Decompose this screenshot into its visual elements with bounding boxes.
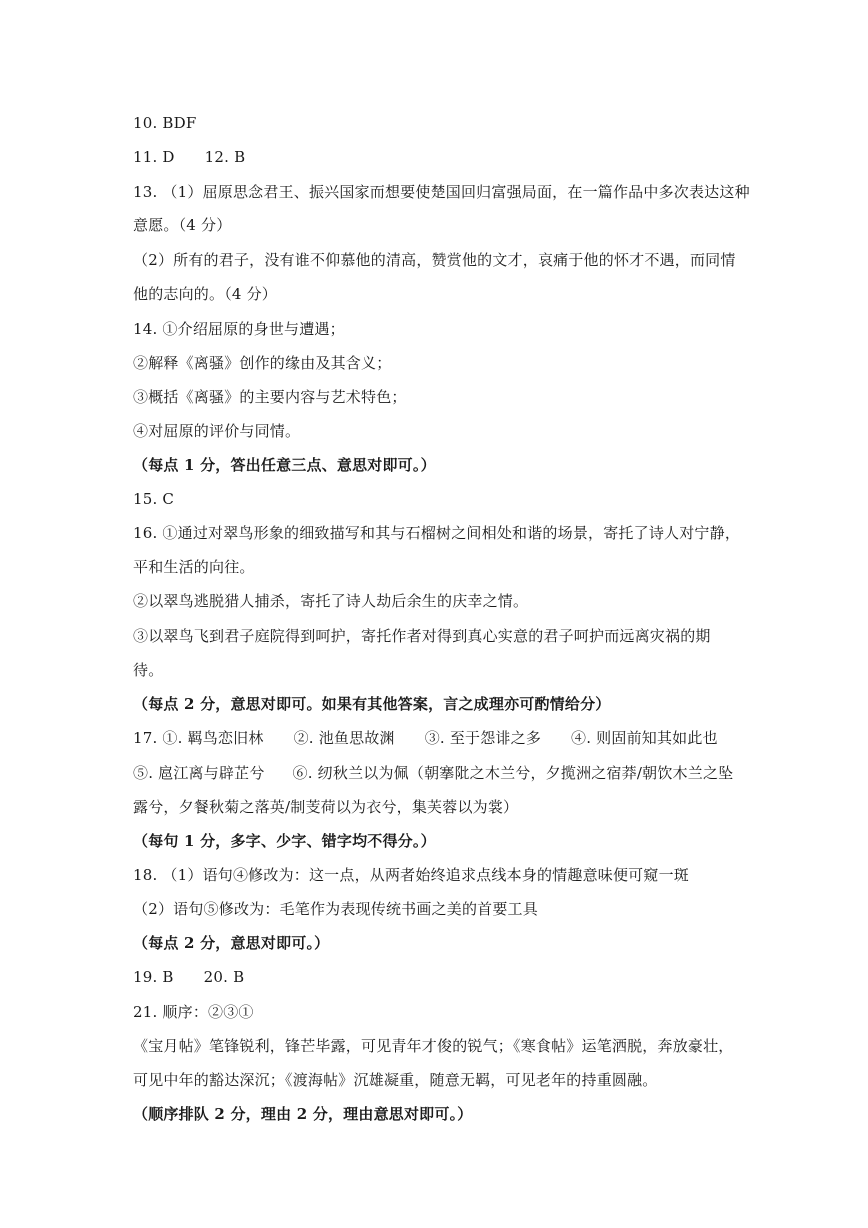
answer-text: 13. （1）屈原思念君王、振兴国家而想要使楚国回归富强局面，在一篇作品中多次表达这种 bbox=[133, 183, 750, 201]
answer-text: ②解释《离骚》创作的缘由及其含义； bbox=[133, 354, 392, 372]
answer-item: ③. 至于怨诽之多 bbox=[424, 729, 542, 747]
answer-q13-line2 bbox=[133, 215, 753, 235]
answer-text: 他的志向的。（4 分） bbox=[133, 285, 278, 303]
scoring-note-q17 bbox=[133, 831, 753, 851]
answer-text: 15. C bbox=[133, 490, 175, 508]
answer-q19-q20 bbox=[133, 967, 753, 987]
answer-text: 《宝月帖》笔锋锐利，锋芒毕露，可见青年才俊的锐气；《寒食帖》运笔洒脱，奔放豪壮， bbox=[133, 1037, 734, 1055]
answer-q13-line4 bbox=[133, 284, 753, 304]
answer-q14-line1 bbox=[133, 319, 753, 339]
answer-q21-line3 bbox=[133, 1070, 753, 1090]
answer-q21-line1 bbox=[133, 1002, 753, 1022]
answer-q14-line2 bbox=[133, 353, 753, 373]
answer-q18-line1 bbox=[133, 865, 753, 885]
answer-q13-line3 bbox=[133, 250, 753, 270]
answer-text: 18. （1）语句④修改为：这一点，从两者始终追求点线本身的情趣意味便可窥一斑 bbox=[133, 866, 689, 884]
answer-q16-line4 bbox=[133, 626, 753, 646]
answer-item: ⑥. 纫秋兰以为佩（朝搴阰之木兰兮，夕揽洲之宿莽/朝饮木兰之坠 bbox=[292, 764, 734, 782]
answer-q17-line2 bbox=[133, 763, 753, 783]
scoring-note-q14 bbox=[133, 455, 753, 475]
scoring-note-q16 bbox=[133, 694, 753, 714]
scoring-note-q21 bbox=[133, 1104, 753, 1124]
answer-text: （2）所有的君子，没有谁不仰慕他的清高，赞赏他的文才，哀痛于他的怀才不遇，而同情 bbox=[133, 251, 736, 269]
answer-q16-line3 bbox=[133, 591, 753, 611]
answer-text: ③以翠鸟飞到君子庭院得到呵护，寄托作者对得到真心实意的君子呵护而远离灾祸的期 bbox=[133, 627, 711, 645]
answer-text: 16. ①通过对翠鸟形象的细致描写和其与石榴树之间相处和谐的场景，寄托了诗人对宁静， bbox=[133, 524, 741, 542]
answer-text: ④对屈原的评价与同情。 bbox=[133, 422, 301, 440]
answer-text: 待。 bbox=[133, 661, 164, 679]
answer-item: 17. ①. 羁鸟恋旧林 bbox=[133, 729, 264, 747]
answer-q21-line2 bbox=[133, 1036, 753, 1056]
answer-text: （2）语句⑤修改为：毛笔作为表现传统书画之美的首要工具 bbox=[133, 900, 538, 918]
scoring-note-q18 bbox=[133, 933, 753, 953]
answer-q20: 20. B bbox=[203, 968, 245, 986]
answer-q19: 19. B bbox=[133, 968, 174, 986]
note-text: （每句 1 分，多字、少字、错字均不得分。） bbox=[133, 832, 436, 850]
answer-text: 露兮，夕餐秋菊之落英/制芰荷以为衣兮，集芙蓉以为裳） bbox=[133, 798, 519, 816]
answer-q16-line5 bbox=[133, 660, 753, 680]
answer-q16-line2 bbox=[133, 557, 753, 577]
answer-item: ②. 池鱼思故渊 bbox=[293, 729, 395, 747]
answer-text: 平和生活的向往。 bbox=[133, 558, 255, 576]
answer-q16-line1 bbox=[133, 523, 753, 543]
answer-q13-line1 bbox=[133, 182, 753, 202]
answer-text: 14. ①介绍屈原的身世与遭遇； bbox=[133, 320, 345, 338]
answer-q11-q12 bbox=[133, 147, 753, 167]
note-text: （每点 2 分，意思对即可。） bbox=[133, 934, 330, 952]
note-text: （每点 2 分，意思对即可。如果有其他答案，言之成理亦可酌情给分） bbox=[133, 695, 611, 713]
answer-text: 21. 顺序：②③① bbox=[133, 1003, 254, 1021]
answer-q17-line1 bbox=[133, 728, 753, 748]
answer-item: ⑤. 扈江离与辟芷兮 bbox=[133, 764, 265, 782]
note-text: （顺序排队 2 分，理由 2 分，理由意思对即可。） bbox=[133, 1105, 473, 1123]
answer-text: 10. BDF bbox=[133, 114, 197, 132]
answer-q14-line3 bbox=[133, 387, 753, 407]
answer-text: 意愿。（4 分） bbox=[133, 216, 232, 234]
answer-item: ④. 则固前知其如此也 bbox=[571, 729, 718, 747]
answer-q15 bbox=[133, 489, 753, 509]
answer-text: 可见中年的豁达深沉；《渡海帖》沉雄凝重，随意无羁，可见老年的持重圆融。 bbox=[133, 1071, 658, 1089]
answer-q11: 11. D bbox=[133, 148, 175, 166]
answer-text: ②以翠鸟逃脱猎人捕杀，寄托了诗人劫后余生的庆幸之情。 bbox=[133, 592, 529, 610]
answer-q14-line4 bbox=[133, 421, 753, 441]
note-text: （每点 1 分，答出任意三点、意思对即可。） bbox=[133, 456, 436, 474]
answer-text: ③概括《离骚》的主要内容与艺术特色； bbox=[133, 388, 407, 406]
answer-q10 bbox=[133, 113, 753, 133]
answer-q12: 12. B bbox=[204, 148, 246, 166]
answer-q18-line2 bbox=[133, 899, 753, 919]
answer-q17-line3 bbox=[133, 797, 753, 817]
